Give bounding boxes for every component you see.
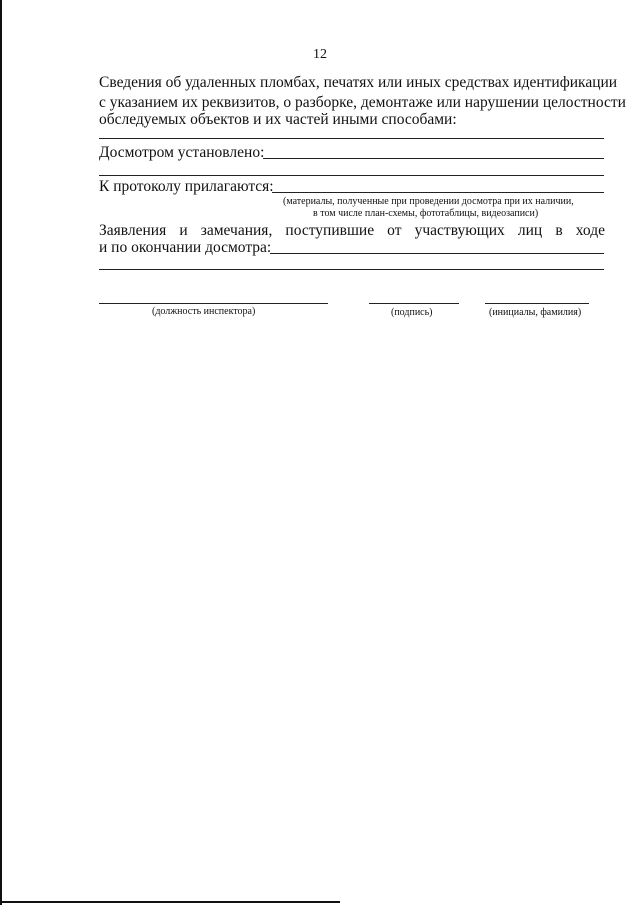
statements-line-2: и по окончании досмотра:	[99, 239, 272, 256]
page-number: 12	[313, 47, 327, 62]
position-caption: (должность инспектора)	[152, 306, 256, 317]
paragraph-line-1: Сведения об удаленных пломбах, печатях или иных средствах идентификации	[99, 74, 618, 91]
position-fill-line[interactable]	[99, 303, 328, 304]
details-fill-line[interactable]	[99, 138, 604, 139]
attachments-hint-1: (материалы, полученные при проведении досмотра при их наличии,	[283, 196, 574, 207]
paragraph-line-3: обследуемых объектов и их частей иными способами:	[99, 111, 457, 128]
attachments-label: К протоколу прилагаются:	[99, 178, 274, 195]
statements-line-1: Заявления и замечания, поступившие от участвующих лиц в ходе	[99, 222, 605, 239]
statements-fill-line-2[interactable]	[99, 269, 604, 270]
paragraph-line-2: с указанием их реквизитов, о разборке, демонтаже или нарушении целостности	[99, 94, 626, 111]
inspection-label: Досмотром установлено:	[99, 144, 265, 161]
statements-fill-line-1[interactable]	[270, 253, 604, 254]
inspection-fill-line-1[interactable]	[263, 158, 604, 159]
attachments-fill-line[interactable]	[272, 192, 604, 193]
page-left-edge	[0, 0, 2, 905]
inspection-fill-line-2[interactable]	[99, 175, 604, 176]
name-fill-line[interactable]	[485, 303, 589, 304]
page-bottom-edge	[0, 901, 340, 903]
name-caption: (инициалы, фамилия)	[489, 307, 582, 318]
signature-caption: (подпись)	[391, 307, 433, 318]
signature-fill-line[interactable]	[369, 303, 459, 304]
attachments-hint-2: в том числе план-схемы, фототаблицы, видеозаписи)	[313, 208, 539, 219]
